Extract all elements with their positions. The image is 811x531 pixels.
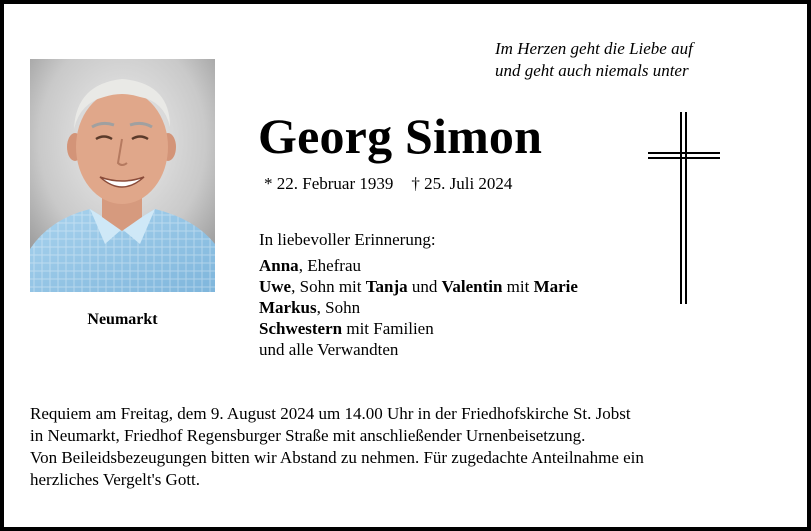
mourner-relation: und <box>407 277 442 296</box>
mourners-list <box>259 255 578 360</box>
life-dates <box>264 173 530 195</box>
notice-line: Requiem am Freitag, dem 9. August 2024 um 14.00 Uhr in der Friedhofskirche St. Jobst <box>30 404 631 423</box>
mourner-name: Valentin <box>441 277 503 296</box>
quote-line-1: Im Herzen geht die Liebe auf <box>495 39 693 58</box>
mourner-name: Tanja <box>365 277 408 296</box>
birth-date: * 22. Februar 1939 <box>264 174 394 193</box>
notice-line: herzliches Vergelt's Gott. <box>30 470 201 489</box>
mourner-relation: , Ehefrau <box>298 256 361 275</box>
deceased-name: Georg Simon <box>258 108 543 164</box>
place-of-residence: Neumarkt <box>87 311 158 328</box>
mourner-line <box>259 255 578 276</box>
quote-line-2: und geht auch niemals unter <box>495 61 689 80</box>
mourner-relation: , Sohn mit <box>291 277 366 296</box>
memorial-quote <box>495 38 693 82</box>
mourner-relation: und alle Verwandten <box>259 340 399 359</box>
remembrance-intro: In liebevoller Erinnerung: <box>259 230 436 249</box>
mourner-line <box>259 297 578 318</box>
portrait-photo <box>30 59 215 292</box>
notice-line: Von Beileidsbezeugungen bitten wir Abstand zu nehmen. Für zugedachte Anteilnahme ein <box>30 448 644 467</box>
mourner-name: Anna <box>259 256 299 275</box>
mourner-name: Marie <box>533 277 578 296</box>
mourner-line <box>259 318 578 339</box>
mourner-relation: , Sohn <box>316 298 361 317</box>
funeral-notice <box>30 403 780 491</box>
cross-icon <box>646 110 722 306</box>
mourner-relation: mit <box>502 277 534 296</box>
mourner-name: Schwestern <box>259 319 343 338</box>
notice-line: in Neumarkt, Friedhof Regensburger Straße mit anschließender Urnenbeisetzung. <box>30 426 586 445</box>
mourner-line <box>259 339 578 360</box>
mourner-relation: mit Familien <box>342 319 434 338</box>
mourner-name: Uwe <box>259 277 292 296</box>
mourner-name: Markus <box>259 298 317 317</box>
death-date: † 25. Juli 2024 <box>411 174 513 193</box>
mourner-line <box>259 276 578 297</box>
